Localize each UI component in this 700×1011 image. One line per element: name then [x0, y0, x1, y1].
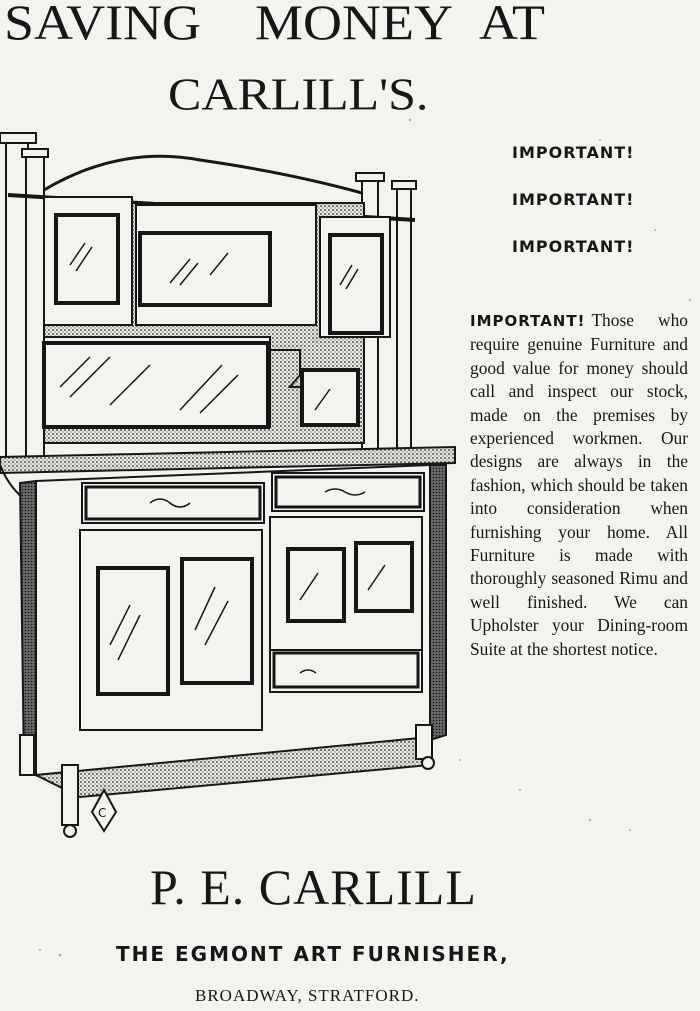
- svg-text:C: C: [98, 806, 107, 820]
- headline-word-money: MONEY: [255, 0, 454, 51]
- body-text: Those who require genuine Furniture and good value for money should call and inspect our stock, made on the premises by experienced workmen. Our designs are always in the fashion, which should be taken into consideration when furnishing your home. All Furniture is made with thoroughly seasoned Rimu and well finished. We can Upholster your Dining-room Suite at the shortest notice.: [470, 310, 688, 659]
- advertiser-tagline: THE EGMONT ART FURNISHER,: [116, 942, 510, 966]
- body-copy: [470, 309, 688, 661]
- headline-line-2: CARLILL'S.: [168, 68, 429, 120]
- headline-word-saving: SAVING: [4, 0, 202, 51]
- important-line-1: IMPORTANT!: [512, 143, 635, 162]
- headline-word-at: AT: [479, 0, 546, 51]
- important-line-2: IMPORTANT!: [512, 190, 635, 209]
- headline-line-1: [4, 0, 604, 51]
- body-lead: IMPORTANT!: [470, 312, 586, 330]
- sideboard-illustration-icon: [0, 125, 465, 845]
- advertiser-name: P. E. CARLILL: [150, 859, 477, 915]
- advertiser-address: BROADWAY, STRATFORD.: [195, 986, 420, 1005]
- important-line-3: IMPORTANT!: [512, 237, 635, 256]
